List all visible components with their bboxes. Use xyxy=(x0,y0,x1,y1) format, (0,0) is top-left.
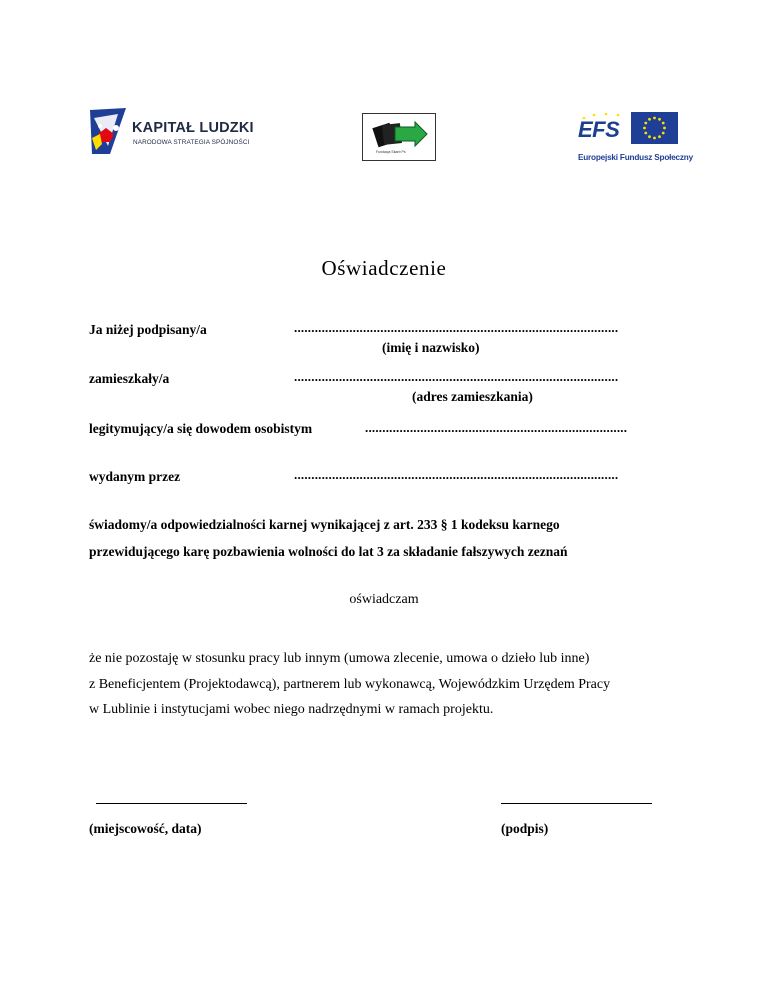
kapital-ludzki-title: KAPITAŁ LUDZKI xyxy=(132,120,254,136)
statement-line: przewidującego karę pozbawienia wolności do lat 3 za składanie fałszywych zeznań xyxy=(89,544,568,559)
field-name-caption: (imię i nazwisko) xyxy=(382,340,480,355)
field-issuer-dots[interactable]: .............................................................................................. xyxy=(294,467,619,482)
field-id-dots[interactable]: ............................................................................ xyxy=(365,420,628,435)
body-line: w Lublinie i instytucjami wobec niego nadrzędnymi w ramach projektu. xyxy=(89,702,494,717)
field-issuer-label: wydanym przez xyxy=(89,469,181,484)
document-title: Oświadczenie xyxy=(321,256,447,280)
declare-word: oświadczam xyxy=(349,592,419,607)
eu-flag-icon xyxy=(631,112,678,144)
efs-caption: Europejski Fundusz Społeczny xyxy=(578,153,693,162)
field-id-label: legitymujący/a się dowodem osobistym xyxy=(89,421,313,436)
center-logo-caption: Fundacja Skarb Ps xyxy=(376,150,406,154)
field-name-label: Ja niżej podpisany/a xyxy=(89,322,207,337)
field-name-dots[interactable]: .............................................................................................. xyxy=(294,320,619,335)
signature-caption: (podpis) xyxy=(501,821,549,836)
kapital-ludzki-subtitle: NARODOWA STRATEGIA SPÓJNOŚCI xyxy=(133,139,250,146)
place-date-caption: (miejscowość, data) xyxy=(89,821,202,836)
kapital-ludzki-emblem-icon xyxy=(88,104,134,158)
field-address-label: zamieszkały/a xyxy=(89,371,170,386)
cards-arrow-icon xyxy=(371,119,429,149)
place-date-signature-line xyxy=(96,803,247,804)
body-line: z Beneficjentem (Projektodawcą), partnerem lub wykonawcą, Wojewódzkim Urzędem Pracy xyxy=(89,677,611,692)
efs-text: EFS xyxy=(578,117,620,142)
field-address-dots[interactable]: .............................................................................................. xyxy=(294,369,619,384)
statement-line: świadomy/a odpowiedzialności karnej wynikającej z art. 233 § 1 kodeksu karnego xyxy=(89,517,560,532)
signature-line xyxy=(501,803,652,804)
field-address-caption: (adres zamieszkania) xyxy=(412,389,533,404)
body-line: że nie pozostaję w stosunku pracy lub innym (umowa zlecenie, umowa o dzieło lub inne) xyxy=(89,651,590,666)
